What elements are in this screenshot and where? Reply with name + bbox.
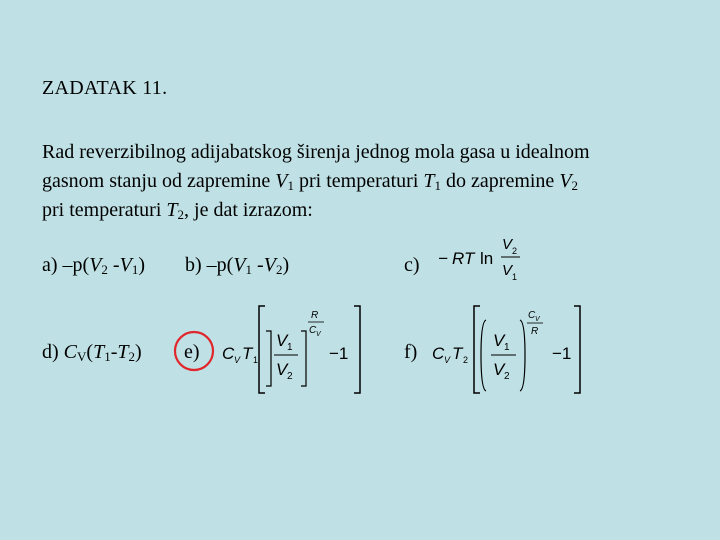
f-num: V (493, 331, 505, 350)
e-bracket-left (259, 306, 265, 393)
option-f-formula (428, 300, 583, 400)
e-c: C (222, 344, 235, 363)
e-paren-left (266, 331, 271, 386)
e-t-sub: 1 (253, 355, 259, 365)
f-bracket-left (474, 306, 480, 393)
option-a[interactable]: a) $-p(V_2$ $-V_1$) (42, 254, 145, 277)
f-exp-den: R (531, 326, 539, 337)
e-den-sub: 2 (287, 371, 293, 382)
e-c-sub: V (234, 355, 241, 365)
e-minus-one: −1 (329, 344, 349, 363)
option-e-formula (218, 300, 368, 400)
option-f-label[interactable]: f) (404, 341, 418, 363)
c-num-sub: 2 (512, 246, 518, 256)
f-exp-num: C (528, 310, 536, 321)
e-den: V (276, 360, 288, 379)
c-den: V (502, 262, 513, 279)
f-den-sub: 2 (504, 371, 510, 382)
option-e-label[interactable]: e) (184, 341, 200, 363)
task-text-line-1: Rad reverzibilnog adijabatskog širenja jednog mola gasa u idealnom (42, 141, 590, 163)
c-rt: RT (452, 249, 475, 268)
c-num: V (502, 236, 513, 253)
e-num: V (276, 331, 288, 350)
f-minus-one: −1 (552, 344, 572, 363)
f-paren-right (520, 320, 525, 391)
f-t: T (452, 344, 463, 363)
option-d[interactable]: d) $C_V(T_1-T_2)$ (42, 341, 142, 364)
e-exp-den: C (309, 325, 317, 336)
task-text-line-3: pri temperaturi $T_2$, je dat izrazom: (42, 199, 313, 222)
f-den: V (493, 360, 505, 379)
f-c: C (432, 344, 445, 363)
option-c-label[interactable]: c) (404, 254, 420, 276)
e-exp-den-sub: V (316, 331, 321, 338)
e-t: T (242, 344, 253, 363)
e-num-sub: 1 (287, 342, 293, 353)
f-t-sub: 2 (463, 355, 469, 365)
f-paren-left (481, 320, 486, 391)
task-text (42, 138, 702, 225)
f-num-sub: 1 (504, 342, 510, 353)
c-den-sub: 1 (512, 272, 518, 282)
option-c-formula (432, 232, 532, 288)
f-c-sub: V (444, 355, 451, 365)
e-exp-num: R (311, 310, 319, 321)
e-paren-right (301, 331, 306, 386)
task-text-line-2: gasnom stanju od zapremine $V_1$ pri temperaturi $T_1$ do zapremine $V_2$ (42, 170, 579, 193)
f-exp-num-sub: V (535, 316, 540, 323)
c-minus: − (438, 249, 448, 268)
f-bracket-right (574, 306, 580, 393)
c-ln: ln (480, 249, 494, 268)
task-title: ZADATAK 11. (42, 77, 168, 99)
e-bracket-right (354, 306, 360, 393)
option-b[interactable]: b) $-p(V_1$ $-V_2$) (185, 254, 290, 277)
